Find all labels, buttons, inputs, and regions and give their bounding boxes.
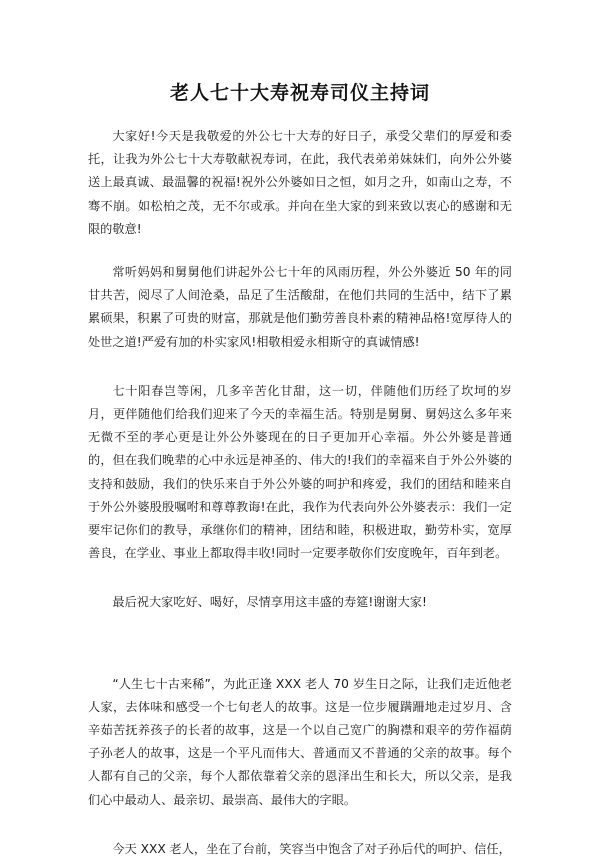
paragraph-story: “人生七十古来稀”，为此正逢 XXX 老人 70 岁生日之际，让我们走近他老人家，去体味和感受一个七旬老人的故事。这是一位步履蹒跚地走过岁月、含辛茹苦抚养孩子的长者的故事，这是一个以自己宽广的胸襟和艰辛的劳作福荫子孙老人的故事，这是一个平凡而伟大、普通而又不普通的父亲的故事。每个人都有自己的父亲，每个人都依靠着父亲的恩泽出生和长大，所以父亲，是我们心中最动人、最亲切、最崇高、最伟大的字眼。 <box>88 676 512 807</box>
paragraph-spacer <box>88 241 512 261</box>
paragraph-today: 今天 XXX 老人，坐在了台前，笑容当中饱含了对子孙后代的呵护、信任， <box>112 841 511 856</box>
paragraph-history: 常听妈妈和舅舅他们讲起外公七十年的风雨历程，外公外婆近 50 年的同甘共苦，阅尽了人间沧桑，品足了生活酸甜，在他们共同的生活中，结下了累累硕果，积累了可贵的财富，那就是他们勤劳善良朴素的精神品格!宽厚待人的处世之道!严爱有加的朴实家风!相敬相爱永相斯守的真诚情感! <box>88 265 512 349</box>
paragraph-closing: 最后祝大家吃好、喝好，尽情享用这丰盛的寿筵!谢谢大家! <box>112 595 427 610</box>
document-title: 老人七十大寿祝寿司仪主持词 <box>169 82 430 104</box>
paragraph-spacer <box>88 812 512 838</box>
paragraph-greeting: 大家好!今天是我敬爱的外公七十大寿的好日子，承受父辈们的厚爱和委托，让我为外公七十大寿敬献祝寿词，在此，我代表弟弟妹妹们，向外公外婆送上最真诚、最温馨的祝福!祝外公外婆如日之恒，如月之升，如南山之寿，不骞不崩。如松柏之茂，无不尔或承。并向在坐大家的到来致以衷心的感谢和无限的敬意! <box>88 129 512 236</box>
paragraph-spacer <box>88 354 512 380</box>
section-spacer <box>88 615 512 673</box>
paragraph-gratitude: 七十阳春岂等闲，几多辛苦化甘甜，这一切，伴随他们历经了坎坷的岁月，更伴随他们给我们迎来了今天的幸福生活。特别是舅舅、舅妈这么多年来无微不至的孝心更是让外公外婆现在的日子更加开心幸福。外公外婆是普通的，但在我们晚辈的心中永远是神圣的、伟大的!我们的幸福来自于外公外婆的支持和鼓励，我们的快乐来自于外公外婆的呵护和疼爱，我们的团结和睦来自于外公外婆殷殷嘱咐和尊尊教诲!在此，我作为代表向外公外婆表示：我们一定要牢记你们的教导，承继你们的精神，团结和睦，积极进取，勤劳朴实，宽厚善良，在学业、事业上都取得丰收!同时一定要孝敬你们安度晚年，百年到老。 <box>88 383 512 561</box>
paragraph-spacer <box>88 565 512 591</box>
